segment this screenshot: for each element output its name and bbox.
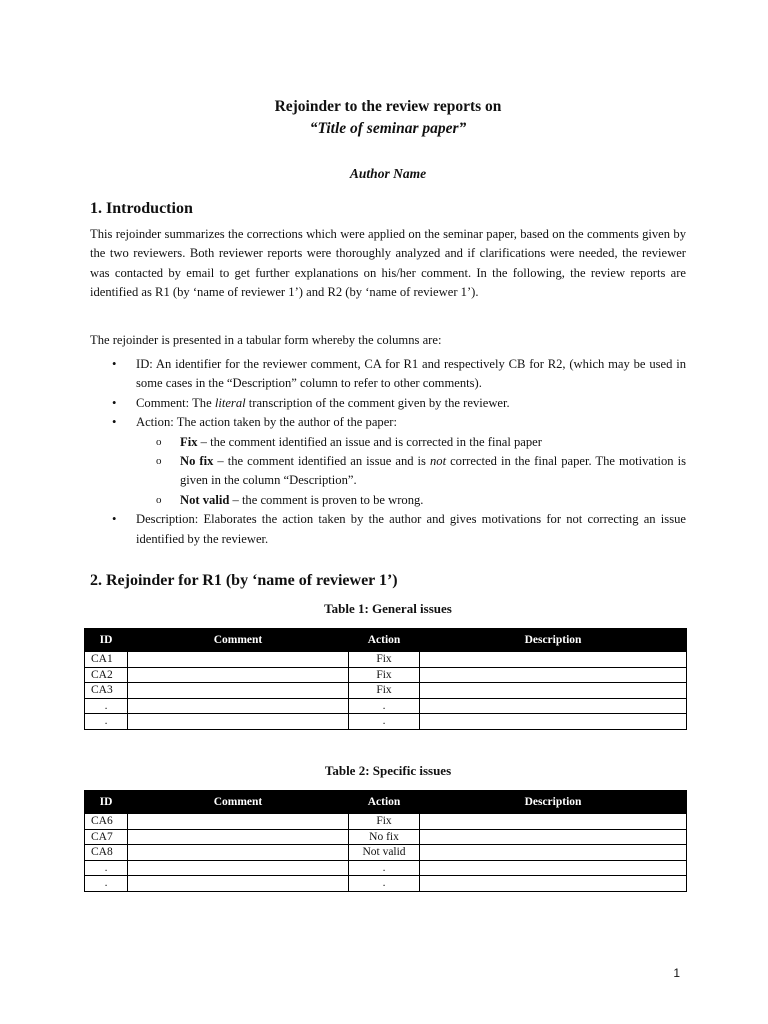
bullet-comment-em: literal (214, 395, 246, 410)
table-row (85, 876, 687, 892)
cell-description (420, 714, 687, 730)
page-number: 1 (673, 966, 680, 980)
cell-id: CA8 (85, 845, 128, 861)
cell-action: . (349, 860, 420, 876)
bullet-description-text: Description: Elaborates the action taken by the author and gives motivations for not correcting an issue identified by the reviewer. (136, 512, 686, 546)
table-1-header-action: Action (349, 629, 420, 652)
table-1-header-id: ID (85, 629, 128, 652)
cell-id: . (85, 860, 128, 876)
table-1-header-comment: Comment (128, 629, 349, 652)
cell-description (420, 860, 687, 876)
bullet-id (90, 355, 686, 394)
section-2-heading: 2. Rejoinder for R1 (by ‘name of reviewer 1’) (90, 572, 398, 589)
cell-description (420, 698, 687, 714)
table-row (85, 860, 687, 876)
table-row (85, 652, 687, 668)
cell-id: CA6 (85, 814, 128, 830)
bullet-action (90, 413, 686, 510)
cell-description (420, 829, 687, 845)
cell-comment (128, 814, 349, 830)
cell-id: CA3 (85, 683, 128, 699)
table-row (85, 683, 687, 699)
cell-action: Fix (349, 683, 420, 699)
bullet-id-text: ID: An identifier for the reviewer comment, CA for R1 and respectively CB for R2, (which may be used in some cases in the “Description” column to refer to other comments). (136, 357, 686, 391)
bullet-description (90, 510, 686, 549)
cell-action: Fix (349, 652, 420, 668)
cell-description (420, 667, 687, 683)
cell-action: Fix (349, 667, 420, 683)
cell-comment (128, 829, 349, 845)
sub-notvalid (136, 491, 686, 510)
cell-action: . (349, 714, 420, 730)
cell-description (420, 845, 687, 861)
table-2-header-id: ID (85, 791, 128, 814)
bullet-action-text: Action: The action taken by the author of the paper: (136, 415, 398, 430)
sub-fix-text: – the comment identified an issue and is corrected in the final paper (197, 434, 542, 449)
document-title (90, 96, 686, 140)
sub-notvalid-text: – the comment is proven to be wrong. (229, 492, 424, 507)
bullet-comment-post: transcription of the comment given by the reviewer. (245, 395, 510, 410)
table-row (85, 814, 687, 830)
bullet-comment (90, 394, 686, 413)
table-1-header-description: Description (420, 629, 687, 652)
sub-fix (136, 433, 686, 452)
cell-id: CA7 (85, 829, 128, 845)
table-2 (84, 790, 687, 892)
cell-description (420, 814, 687, 830)
table-2-header-comment: Comment (128, 791, 349, 814)
cell-comment (128, 714, 349, 730)
title-line-2: “Title of seminar paper” (309, 120, 467, 137)
cell-action: . (349, 876, 420, 892)
cell-id: CA1 (85, 652, 128, 668)
sub-fix-label: Fix (180, 434, 198, 449)
table-row (85, 667, 687, 683)
format-paragraph: The rejoinder is presented in a tabular form whereby the columns are: (90, 333, 442, 347)
table-2-header-action: Action (349, 791, 420, 814)
sub-nofix-post: corrected in the final paper. The motivation is given in the column “Description”. (180, 454, 687, 488)
table-2-header-row (85, 791, 687, 814)
cell-id: . (85, 698, 128, 714)
cell-action: No fix (349, 829, 420, 845)
cell-id: . (85, 876, 128, 892)
table-row (85, 698, 687, 714)
cell-comment (128, 683, 349, 699)
cell-id: CA2 (85, 667, 128, 683)
cell-comment (128, 876, 349, 892)
table-2-header-description: Description (420, 791, 687, 814)
table-1 (84, 628, 687, 730)
table-2-caption: Table 2: Specific issues (324, 763, 452, 778)
table-1-header-row (85, 629, 687, 652)
table-row (85, 714, 687, 730)
cell-comment (128, 860, 349, 876)
sub-notvalid-label: Not valid (180, 492, 230, 507)
table-row (85, 845, 687, 861)
sub-nofix-label: No fix (180, 454, 214, 469)
cell-action: . (349, 698, 420, 714)
column-definitions-list (90, 355, 686, 549)
bullet-comment-pre: Comment: The (136, 395, 215, 410)
cell-action: Fix (349, 814, 420, 830)
cell-comment (128, 845, 349, 861)
cell-action: Not valid (349, 845, 420, 861)
cell-description (420, 683, 687, 699)
author-name: Author Name (349, 166, 427, 181)
table-1-caption: Table 1: General issues (324, 601, 452, 616)
sub-nofix (136, 452, 686, 491)
action-sublist (136, 433, 686, 511)
table-row (85, 829, 687, 845)
section-1-heading: 1. Introduction (90, 200, 193, 217)
cell-description (420, 652, 687, 668)
cell-comment (128, 652, 349, 668)
sub-nofix-em: not (429, 454, 447, 469)
intro-paragraph: This rejoinder summarizes the corrections which were applied on the seminar paper, based on the comments given by the two reviewers. Both reviewer reports were thoroughly analyzed and if clarifications were needed, the reviewer was contacted by email to get further explanations on his/her comment. In the following, the review reports are identified as R1 (by ‘name of reviewer 1’) and R2 (by ‘name of reviewer 1’). (90, 227, 686, 300)
sub-nofix-pre: – the comment identified an issue and is (213, 454, 430, 469)
cell-description (420, 876, 687, 892)
title-line-1: Rejoinder to the review reports on (274, 98, 502, 115)
cell-id: . (85, 714, 128, 730)
cell-comment (128, 698, 349, 714)
cell-comment (128, 667, 349, 683)
